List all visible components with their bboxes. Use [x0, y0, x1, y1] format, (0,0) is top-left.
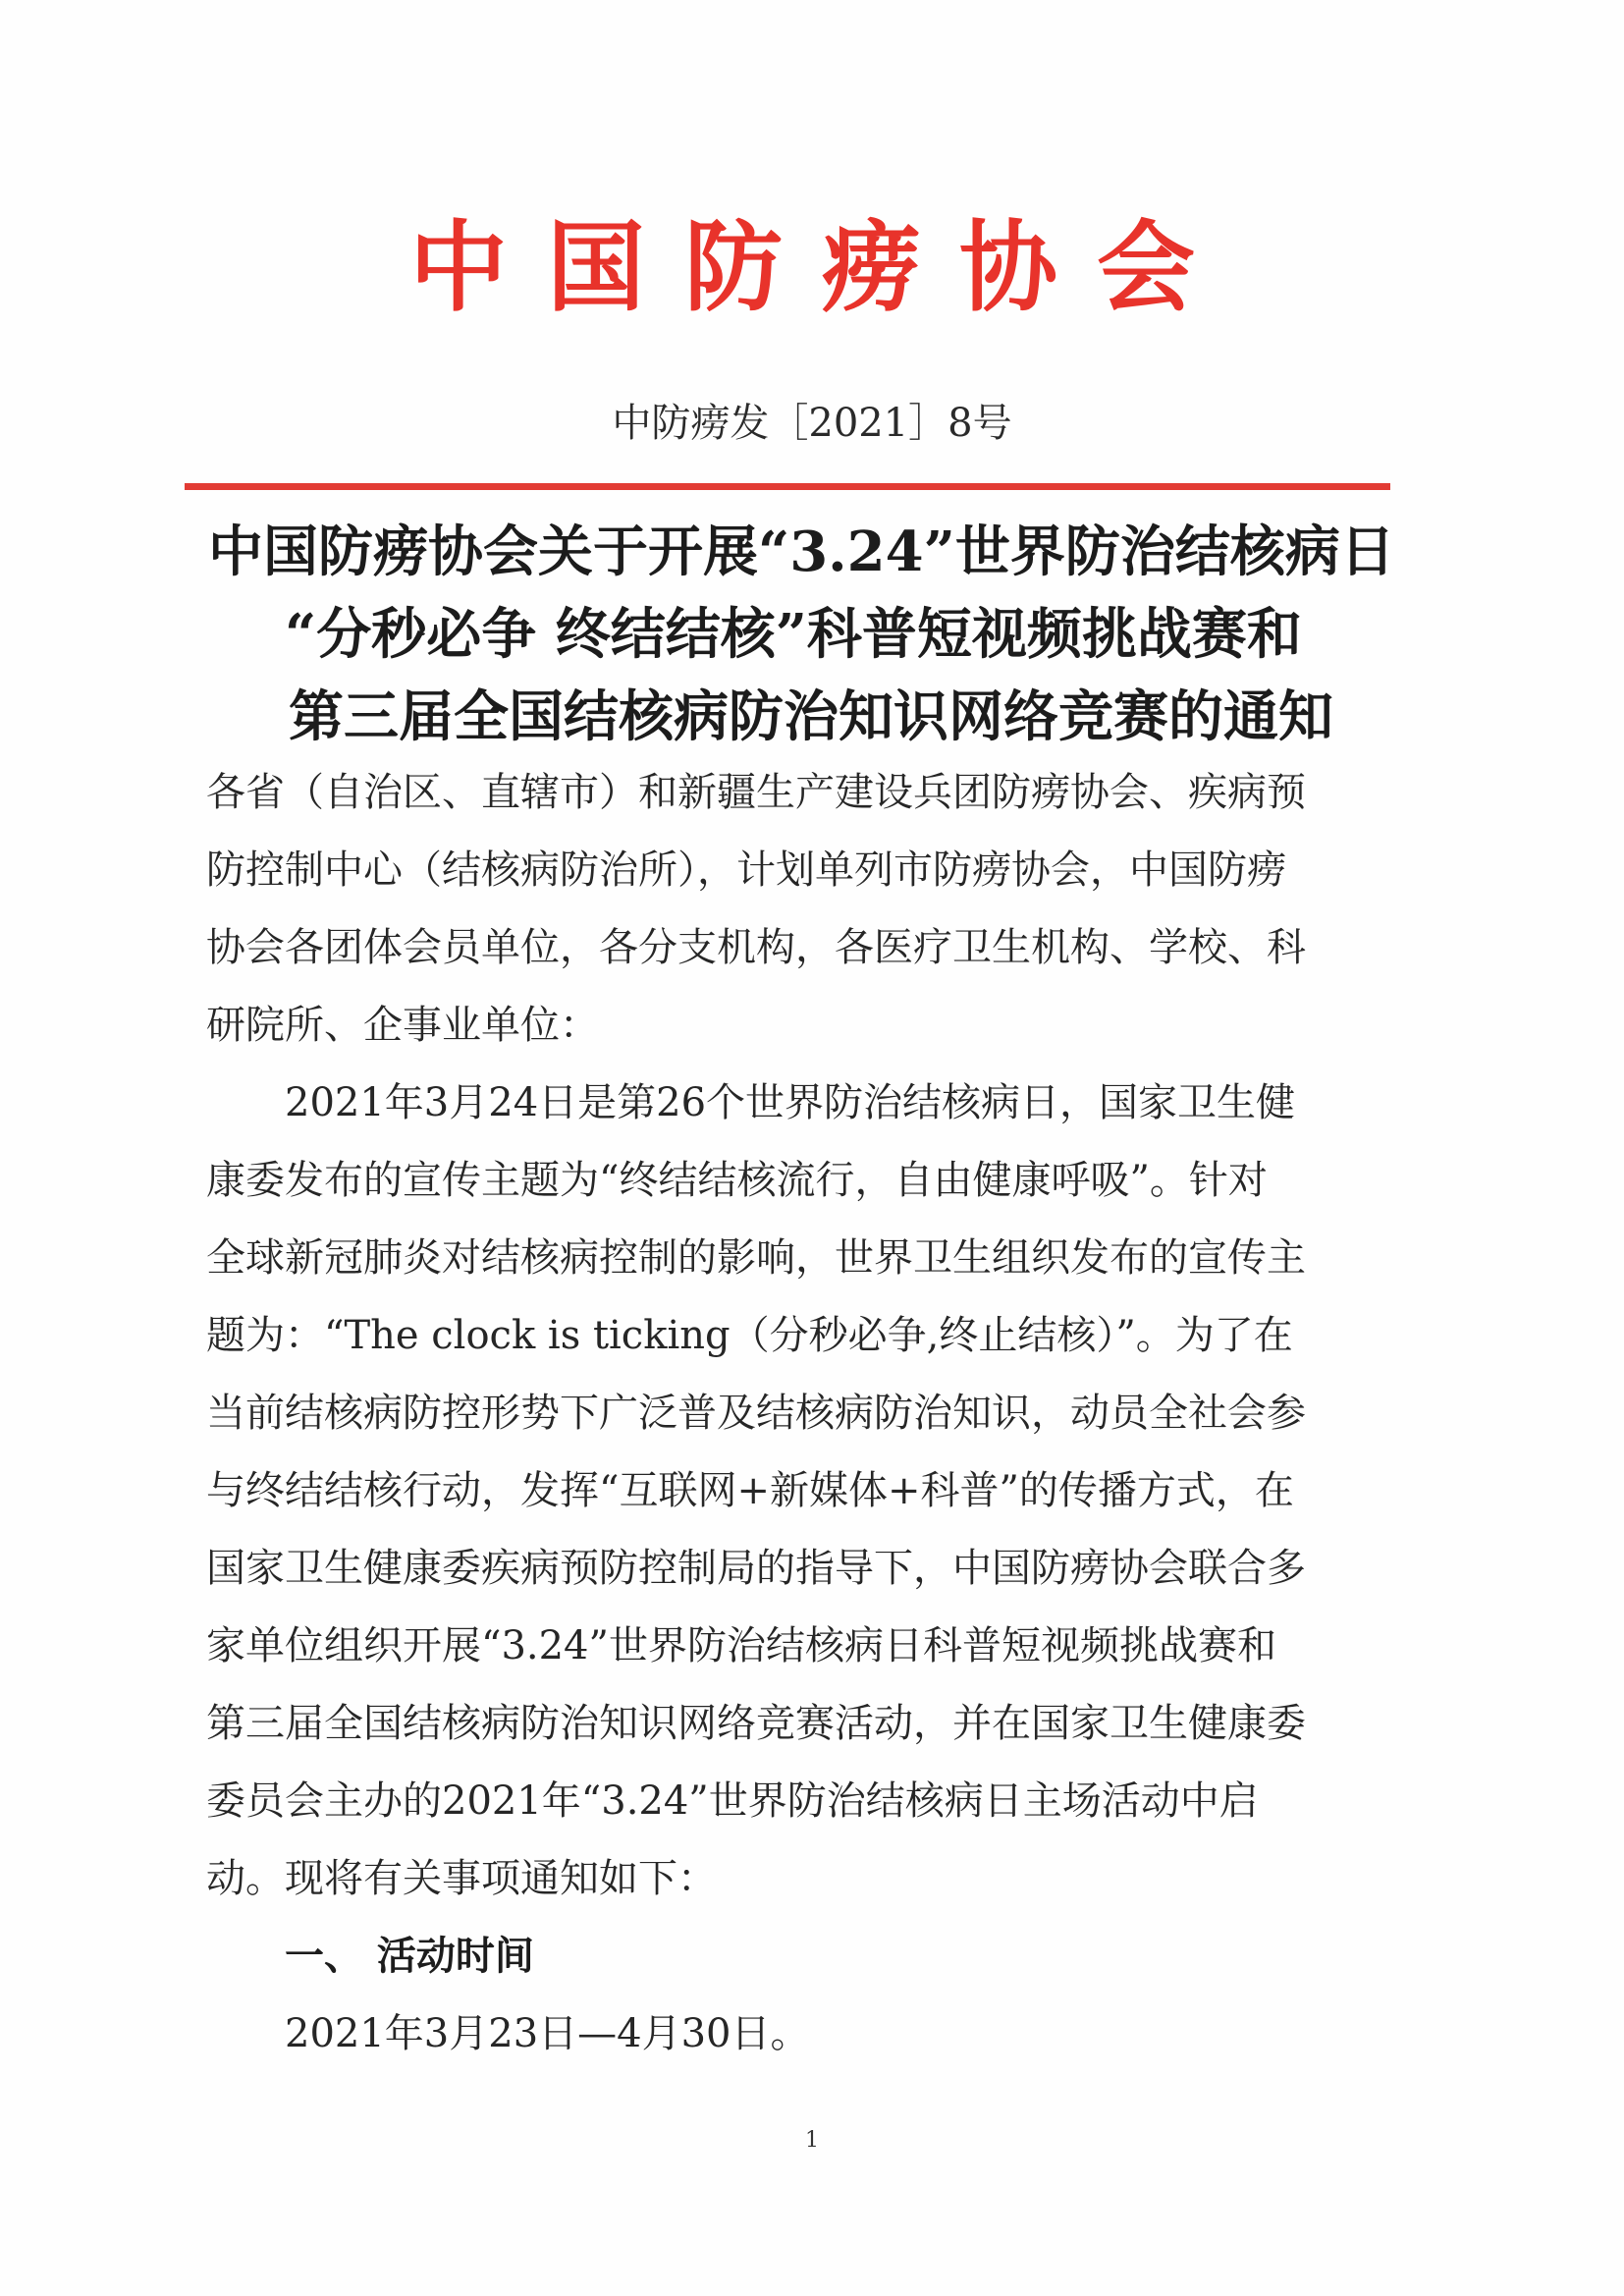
intro-line: 国家卫生健康委疾病预防控制局的指导下，中国防痨协会联合多	[206, 1546, 1306, 1591]
document-body	[206, 754, 1424, 2073]
intro-line: 第三届全国结核病防治知识网络竞赛活动，并在国家卫生健康委	[206, 1701, 1306, 1746]
intro-line: 题为：“The clock is ticking（分秒必争,终止结核）”。为了在	[206, 1313, 1293, 1358]
title-line: 中国防痨协会关于开展“3.24”世界防治结核病日	[208, 519, 1395, 584]
title-line: 第三届全国结核病防治知识网络竞赛的通知	[289, 684, 1333, 749]
section-text-activity-time: 2021年3月23日—4月30日。	[285, 2011, 810, 2056]
page-number: 1	[805, 2128, 819, 2153]
intro-line: 2021年3月24日是第26个世界防治结核病日，国家卫生健	[285, 1080, 1296, 1125]
intro-line: 家单位组织开展“3.24”世界防治结核病日科普短视频挑战赛和	[206, 1623, 1276, 1668]
addressee-line: 防控制中心（结核病防治所），计划单列市防痨协会，中国防痨	[206, 847, 1286, 893]
intro-line: 康委发布的宣传主题为“终结结核流行，自由健康呼吸”。针对	[206, 1158, 1268, 1203]
document-number: 中防痨发［2021］8号	[612, 401, 1012, 446]
intro-paragraph	[206, 1065, 1424, 1918]
intro-line: 全球新冠肺炎对结核病控制的影响，世界卫生组织发布的宣传主	[206, 1235, 1306, 1281]
addressee-paragraph	[206, 754, 1424, 1065]
intro-line: 当前结核病防控形势下广泛普及结核病防治知识，动员全社会参	[206, 1391, 1306, 1436]
header-divider	[185, 483, 1390, 490]
addressee-line: 研院所、企事业单位：	[206, 1003, 599, 1048]
document-title	[147, 511, 1502, 758]
title-line: “分秒必争 终结结核”科普短视频挑战赛和	[285, 602, 1302, 667]
section-heading-activity-time: 一、 活动时间	[285, 1934, 534, 1979]
addressee-line: 协会各团体会员单位，各分支机构，各医疗卫生机构、学校、科	[206, 925, 1306, 970]
intro-line: 动。现将有关事项通知如下：	[206, 1856, 717, 1901]
organization-header: 中国防痨协会	[409, 210, 1234, 325]
intro-line: 与终结结核行动，发挥“互联网+新媒体+科普”的传播方式，在	[206, 1468, 1294, 1513]
addressee-line: 各省（自治区、直辖市）和新疆生产建设兵团防痨协会、疾病预	[206, 770, 1306, 815]
intro-line: 委员会主办的2021年“3.24”世界防治结核病日主场活动中启	[206, 1778, 1259, 1824]
